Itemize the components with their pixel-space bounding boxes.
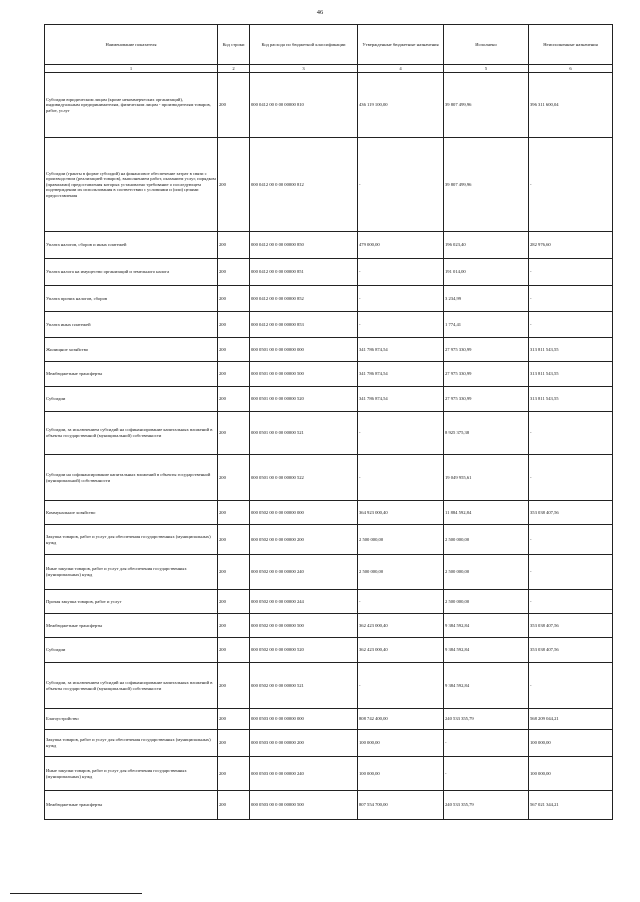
row-approved-cell: 479 000,00 — [358, 232, 444, 259]
row-line-code-cell: 200 — [218, 338, 250, 362]
row-name-cell: Межбюджетные трансферты — [45, 362, 218, 387]
table-row — [45, 730, 613, 757]
row-unexecuted-cell: - — [529, 312, 613, 338]
row-approved-cell: - — [358, 286, 444, 312]
row-line-code-cell: 200 — [218, 638, 250, 663]
row-approved-cell: 341 786 874,54 — [358, 362, 444, 387]
table-row — [45, 709, 613, 730]
table-row — [45, 286, 613, 312]
row-unexecuted-cell: - — [529, 286, 613, 312]
table-row — [45, 663, 613, 709]
row-approved-cell: - — [358, 663, 444, 709]
row-executed-cell: 3 234,99 — [444, 286, 529, 312]
header-name: Наименование показателя — [45, 25, 218, 65]
footer-rule — [10, 893, 142, 894]
header-unexecuted: Неисполненные назначения — [529, 25, 613, 65]
row-approved-cell: - — [358, 590, 444, 614]
row-line-code-cell: 200 — [218, 590, 250, 614]
row-classification-code-cell: 000 0501 00 0 00 00000 521 — [250, 412, 358, 455]
row-approved-cell: 807 554 700,00 — [358, 791, 444, 820]
row-classification-code-cell: 000 0501 00 0 00 00000 522 — [250, 455, 358, 501]
row-unexecuted-cell: 100 000,00 — [529, 730, 613, 757]
table-row — [45, 312, 613, 338]
row-classification-code-cell: 000 0501 00 0 00 00000 000 — [250, 338, 358, 362]
row-name-cell: Межбюджетные трансферты — [45, 791, 218, 820]
row-line-code-cell: 200 — [218, 730, 250, 757]
row-approved-cell: 100 000,00 — [358, 730, 444, 757]
row-line-code-cell: 200 — [218, 259, 250, 286]
row-approved-cell: 436 119 100,00 — [358, 73, 444, 138]
row-name-cell: Субсидии, за исключением субсидий на софинансирование капитальных вложений в объекты государственной (муниципальной) собственности — [45, 412, 218, 455]
row-unexecuted-cell: - — [529, 663, 613, 709]
table-row — [45, 638, 613, 663]
row-classification-code-cell: 000 0501 00 0 00 00000 500 — [250, 362, 358, 387]
row-executed-cell: 39 807 499,96 — [444, 138, 529, 232]
row-approved-cell: 341 786 874,54 — [358, 387, 444, 412]
row-name-cell: Иные закупки товаров, работ и услуг для обеспечения государственных (муниципальных) нужд — [45, 555, 218, 590]
row-line-code-cell: 200 — [218, 73, 250, 138]
table-row — [45, 791, 613, 820]
table-row — [45, 757, 613, 791]
row-line-code-cell: 200 — [218, 362, 250, 387]
row-name-cell: Межбюджетные трансферты — [45, 614, 218, 638]
table-row — [45, 387, 613, 412]
row-executed-cell: 27 975 330,99 — [444, 338, 529, 362]
row-line-code-cell: 200 — [218, 312, 250, 338]
row-name-cell: Субсидии — [45, 638, 218, 663]
row-line-code-cell: 200 — [218, 709, 250, 730]
header-line-code: Код строки — [218, 25, 250, 65]
row-name-cell: Иные закупки товаров, работ и услуг для обеспечения государственных (муниципальных) нужд — [45, 757, 218, 791]
row-approved-cell: 364 923 000,40 — [358, 501, 444, 525]
row-approved-cell: - — [358, 312, 444, 338]
row-name-cell: Жилищное хозяйство — [45, 338, 218, 362]
column-number-row — [45, 65, 613, 73]
row-classification-code-cell: 000 0502 00 0 00 00000 520 — [250, 638, 358, 663]
row-unexecuted-cell: 568 209 044,21 — [529, 709, 613, 730]
row-unexecuted-cell: 353 038 407,56 — [529, 501, 613, 525]
row-classification-code-cell: 000 0503 00 0 00 00000 240 — [250, 757, 358, 791]
page-number: 46 — [316, 9, 324, 16]
row-line-code-cell: 200 — [218, 232, 250, 259]
row-executed-cell: 191 014,00 — [444, 259, 529, 286]
row-executed-cell: - — [444, 730, 529, 757]
row-approved-cell: 362 423 000,40 — [358, 638, 444, 663]
header-approved: Утвержденные бюджетные назначения — [358, 25, 444, 65]
row-executed-cell: 9 384 592,84 — [444, 638, 529, 663]
row-classification-code-cell: 000 0412 00 0 00 00000 853 — [250, 312, 358, 338]
row-name-cell: Уплата прочих налогов, сборов — [45, 286, 218, 312]
table-row — [45, 259, 613, 286]
row-name-cell: Субсидии, за исключением субсидий на софинансирование капитальных вложений в объекты государственной (муниципальной) собственности — [45, 663, 218, 709]
row-line-code-cell: 200 — [218, 614, 250, 638]
row-name-cell: Уплата иных платежей — [45, 312, 218, 338]
row-line-code-cell: 200 — [218, 138, 250, 232]
row-approved-cell: - — [358, 138, 444, 232]
row-name-cell: Субсидии — [45, 387, 218, 412]
row-executed-cell: 2 500 000,00 — [444, 555, 529, 590]
row-unexecuted-cell: - — [529, 138, 613, 232]
row-executed-cell: 2 500 000,00 — [444, 525, 529, 555]
row-name-cell: Прочая закупка товаров, работ и услуг — [45, 590, 218, 614]
budget-execution-table — [44, 24, 613, 820]
row-executed-cell: 240 533 355,79 — [444, 709, 529, 730]
row-executed-cell: 240 533 355,79 — [444, 791, 529, 820]
table-row — [45, 138, 613, 232]
row-classification-code-cell: 000 0503 00 0 00 00000 000 — [250, 709, 358, 730]
row-approved-cell: - — [358, 412, 444, 455]
column-number: 2 — [218, 65, 250, 73]
table-row — [45, 501, 613, 525]
header-executed: Исполнено — [444, 25, 529, 65]
row-name-cell: Благоустройство — [45, 709, 218, 730]
row-executed-cell: 8 925 375,38 — [444, 412, 529, 455]
row-line-code-cell: 200 — [218, 412, 250, 455]
row-unexecuted-cell: - — [529, 555, 613, 590]
row-executed-cell: 196 023,40 — [444, 232, 529, 259]
row-executed-cell: 2 500 000,00 — [444, 590, 529, 614]
row-line-code-cell: 200 — [218, 555, 250, 590]
row-name-cell: Уплата налогов, сборов и иных платежей — [45, 232, 218, 259]
row-classification-code-cell: 000 0412 00 0 00 00000 851 — [250, 259, 358, 286]
row-unexecuted-cell: 353 038 407,56 — [529, 638, 613, 663]
row-approved-cell: - — [358, 259, 444, 286]
row-unexecuted-cell: 313 811 543,55 — [529, 387, 613, 412]
row-unexecuted-cell: - — [529, 412, 613, 455]
row-approved-cell: 362 423 000,40 — [358, 614, 444, 638]
row-line-code-cell: 200 — [218, 501, 250, 525]
row-classification-code-cell: 000 0503 00 0 00 00000 500 — [250, 791, 358, 820]
row-name-cell: Закупка товаров, работ и услуг для обеспечения государственных (муниципальных) нужд — [45, 525, 218, 555]
row-unexecuted-cell: - — [529, 259, 613, 286]
row-executed-cell: 9 384 592,84 — [444, 614, 529, 638]
column-number: 4 — [358, 65, 444, 73]
row-name-cell: Уплата налога на имущество организаций и земельного налога — [45, 259, 218, 286]
column-number: 6 — [529, 65, 613, 73]
row-classification-code-cell: 000 0502 00 0 00 00000 500 — [250, 614, 358, 638]
row-classification-code-cell: 000 0502 00 0 00 00000 521 — [250, 663, 358, 709]
row-name-cell: Субсидии (гранты в форме субсидий) на финансовое обеспечение затрат в связи с производством (реализацией товаров), выполнением работ, оказанием услуг, порядком (правилами) предоставления которых установлено требование о последующем подтверждении их использования в соответствии с условиями и (или) целями предоставления — [45, 138, 218, 232]
row-line-code-cell: 200 — [218, 286, 250, 312]
row-classification-code-cell: 000 0412 00 0 00 00000 852 — [250, 286, 358, 312]
row-unexecuted-cell: - — [529, 455, 613, 501]
table-row — [45, 362, 613, 387]
row-unexecuted-cell: - — [529, 590, 613, 614]
row-classification-code-cell: 000 0502 00 0 00 00000 244 — [250, 590, 358, 614]
row-executed-cell: 39 807 499,96 — [444, 73, 529, 138]
row-classification-code-cell: 000 0412 00 0 00 00000 810 — [250, 73, 358, 138]
table-row — [45, 412, 613, 455]
table-row — [45, 525, 613, 555]
column-number: 1 — [45, 65, 218, 73]
row-approved-cell: 2 500 000,00 — [358, 525, 444, 555]
table-row — [45, 555, 613, 590]
row-name-cell: Субсидии юридическим лицам (кроме некоммерческих организаций), индивидуальным предпринимателям, физическим лицам - производителям товаров, работ, услуг — [45, 73, 218, 138]
row-classification-code-cell: 000 0503 00 0 00 00000 200 — [250, 730, 358, 757]
row-executed-cell: 9 384 592,84 — [444, 663, 529, 709]
row-line-code-cell: 200 — [218, 387, 250, 412]
header-row — [45, 25, 613, 65]
row-name-cell: Субсидии на софинансирование капитальных вложений в объекты государственной (муниципальной) собственности — [45, 455, 218, 501]
row-classification-code-cell: 000 0502 00 0 00 00000 000 — [250, 501, 358, 525]
row-unexecuted-cell: - — [529, 525, 613, 555]
header-classification-code: Код расхода по бюджетной классификации — [250, 25, 358, 65]
row-name-cell: Закупка товаров, работ и услуг для обеспечения государственных (муниципальных) нужд — [45, 730, 218, 757]
row-classification-code-cell: 000 0502 00 0 00 00000 240 — [250, 555, 358, 590]
row-executed-cell: 1 774,41 — [444, 312, 529, 338]
row-line-code-cell: 200 — [218, 525, 250, 555]
table-row — [45, 614, 613, 638]
row-classification-code-cell: 000 0412 00 0 00 00000 850 — [250, 232, 358, 259]
row-approved-cell: 100 000,00 — [358, 757, 444, 791]
row-unexecuted-cell: 100 000,00 — [529, 757, 613, 791]
row-unexecuted-cell: 313 811 543,55 — [529, 338, 613, 362]
row-line-code-cell: 200 — [218, 791, 250, 820]
table-row — [45, 232, 613, 259]
row-approved-cell: 341 786 874,54 — [358, 338, 444, 362]
table-row — [45, 338, 613, 362]
row-line-code-cell: 200 — [218, 757, 250, 791]
row-unexecuted-cell: 282 976,60 — [529, 232, 613, 259]
row-executed-cell: 27 975 330,99 — [444, 362, 529, 387]
row-classification-code-cell: 000 0502 00 0 00 00000 200 — [250, 525, 358, 555]
row-approved-cell: 808 742 400,00 — [358, 709, 444, 730]
row-executed-cell: 11 884 592,84 — [444, 501, 529, 525]
row-classification-code-cell: 000 0501 00 0 00 00000 520 — [250, 387, 358, 412]
row-approved-cell: - — [358, 455, 444, 501]
row-executed-cell: 19 049 955,61 — [444, 455, 529, 501]
row-line-code-cell: 200 — [218, 663, 250, 709]
table-row — [45, 590, 613, 614]
row-unexecuted-cell: 313 811 543,55 — [529, 362, 613, 387]
row-name-cell: Коммунальное хозяйство — [45, 501, 218, 525]
column-number: 3 — [250, 65, 358, 73]
column-number: 5 — [444, 65, 529, 73]
table-row — [45, 73, 613, 138]
row-executed-cell: 27 975 330,99 — [444, 387, 529, 412]
row-line-code-cell: 200 — [218, 455, 250, 501]
row-unexecuted-cell: 567 021 344,21 — [529, 791, 613, 820]
table-row — [45, 455, 613, 501]
row-classification-code-cell: 000 0412 00 0 00 00000 812 — [250, 138, 358, 232]
row-executed-cell: - — [444, 757, 529, 791]
row-unexecuted-cell: 396 311 600,04 — [529, 73, 613, 138]
row-unexecuted-cell: 353 038 407,56 — [529, 614, 613, 638]
row-approved-cell: 2 500 000,00 — [358, 555, 444, 590]
